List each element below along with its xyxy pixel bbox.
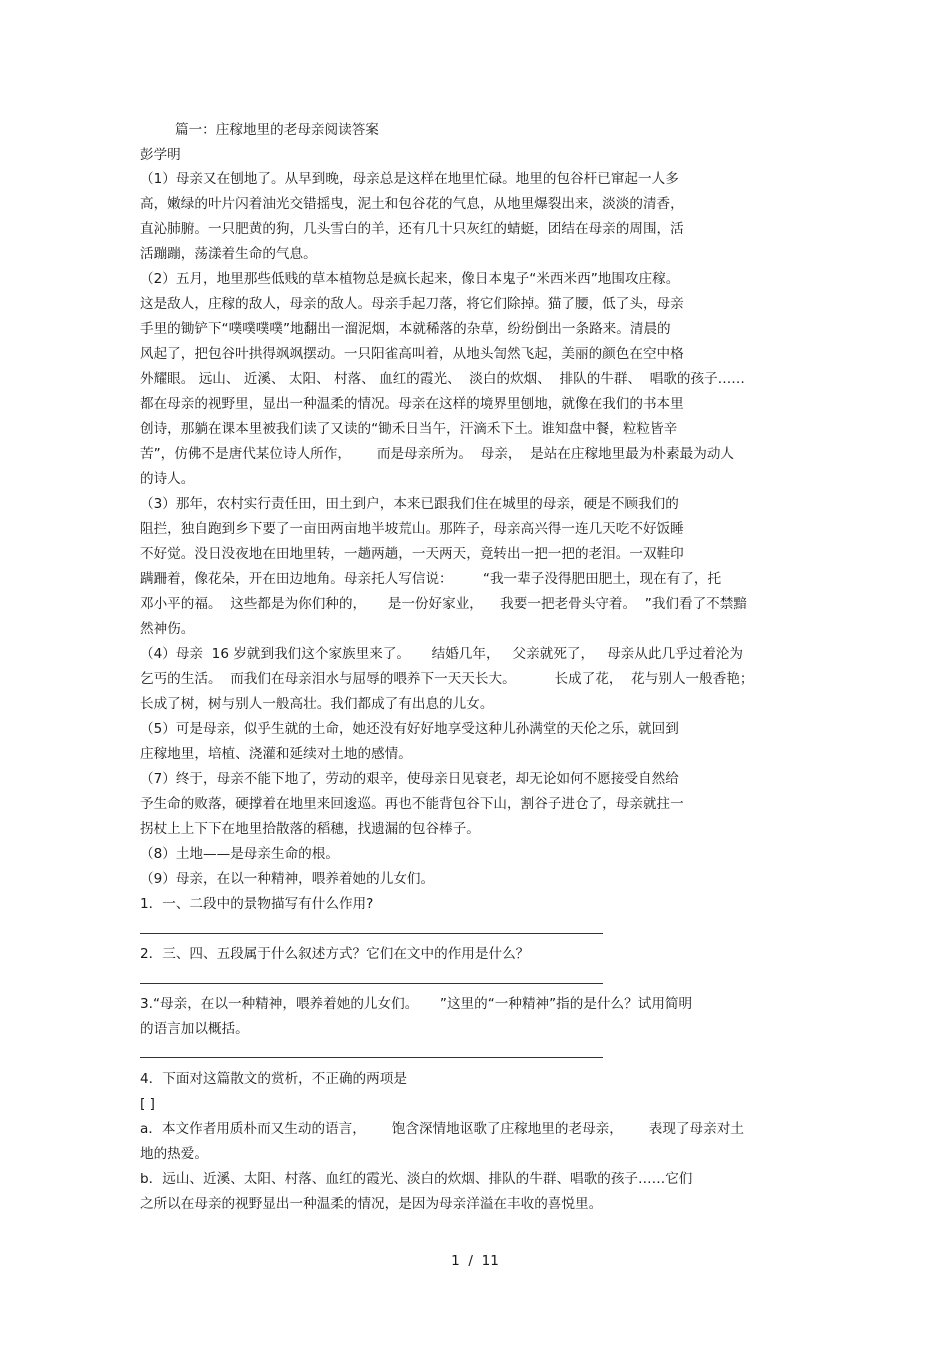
text-line: 这是敌人，庄稼的敌人，母亲的敌人。母亲手起刀落，将它们除掉。猫了腰，低了头，母亲 — [140, 296, 684, 312]
question-3-line-2: 的语言加以概括。 — [140, 1021, 249, 1037]
text-line: 庄稼地里，培植、浇灌和延续对土地的感情。 — [140, 746, 412, 762]
document-title: 篇一：庄稼地里的老母亲阅读答案 — [175, 122, 379, 138]
answer-line — [140, 1057, 603, 1058]
answer-line — [140, 933, 603, 934]
text-line: 直沁肺腑。一只肥黄的狗，几头雪白的羊，还有几十只灰红的蜻蜓，团结在母亲的周围，活 — [140, 221, 684, 237]
text-line: 不好觉。没日没夜地在田地里转，一趟两趟，一天两天，竟转出一把一把的老泪。一双鞋印 — [140, 546, 684, 562]
text-line: 拐杖上上下下在地里拾散落的稻穗，找遗漏的包谷棒子。 — [140, 821, 480, 837]
text-line: 外耀眼。 远山、 近溪、 太阳、 村落、 血红的霞光、 淡白的炊烟、 排队的牛群、 唱歌的孩子…… — [140, 371, 745, 387]
text-line: 风起了，把包谷叶拱得飒飒摆动。一只阳雀高叫着，从地头訇然飞起，美丽的颜色在空中格 — [140, 346, 684, 362]
question-4: 4．下面对这篇散文的赏析，不正确的两项是 — [140, 1071, 407, 1087]
text-line: （7）终于，母亲不能下地了，劳动的艰辛，使母亲日见衰老，却无论如何不愿接受自然给 — [140, 771, 679, 787]
text-line: （2）五月，地里那些低贱的草本植物总是疯长起来，像日本鬼子“米西米西”地围攻庄稼。 — [140, 271, 680, 287]
text-line: 苦”，仿佛不是唐代某位诗人所作， 而是母亲所为。 母亲， 是站在庄稼地里最为朴素最为动人 — [140, 446, 734, 462]
text-line: （4）母亲 16 岁就到我们这个家族里来了。 结婚几年， 父亲就死了， 母亲从此几乎过着沦为 — [140, 646, 744, 662]
text-line: 手里的锄铲下“噗噗噗噗”地翻出一溜泥烟，本就稀落的杂草，纷纷倒出一条路来。清晨的 — [140, 321, 671, 337]
text-line: 然神伤。 — [140, 621, 195, 637]
option-a-line-1: a．本文作者用质朴而又生动的语言， 饱含深情地讴歌了庄稼地里的老母亲， 表现了母亲对土 — [140, 1121, 744, 1137]
option-a-line-2: 地的热爱。 — [140, 1146, 208, 1162]
text-line: （1）母亲又在刨地了。从早到晚，母亲总是这样在地里忙碌。地里的包谷杆已窜起一人多 — [140, 171, 679, 187]
page-number: 1 / 11 — [451, 1253, 499, 1269]
text-line: 乞丐的生活。 而我们在母亲泪水与屈辱的喂养下一天天长大。 长成了花， 花与别人一般香艳； — [140, 671, 754, 687]
text-line: 阻拦，独自跑到乡下要了一亩田两亩地半坡荒山。那阵子，母亲高兴得一连几天吃不好饭睡 — [140, 521, 684, 537]
text-line: 创诗，那躺在课本里被我们读了又读的“锄禾日当午，汗滴禾下土。谁知盘中餐，粒粒皆辛 — [140, 421, 678, 437]
text-line: 邓小平的福。 这些都是为你们种的， 是一份好家业， 我要一把老骨头守着。 ”我们看了不禁黯 — [140, 596, 747, 612]
author-name: 彭学明 — [140, 147, 181, 163]
text-line: 蹒跚着，像花朵，开在田边地角。母亲托人写信说： “我一辈子没得肥田肥土，现在有了，托 — [140, 571, 722, 587]
answer-bracket: [ ] — [140, 1096, 155, 1112]
text-line: 长成了树，树与别人一般高壮。我们都成了有出息的儿女。 — [140, 696, 494, 712]
text-line: 予生命的败落，硬撑着在地里来回逡巡。再也不能背包谷下山，割谷子进仓了，母亲就拄一 — [140, 796, 684, 812]
option-b-line-1: b．远山、近溪、太阳、村落、血红的霞光、淡白的炊烟、排队的牛群、唱歌的孩子……它们 — [140, 1171, 693, 1187]
text-line: 的诗人。 — [140, 471, 195, 487]
text-line: 都在母亲的视野里，显出一种温柔的情况。母亲在这样的境界里刨地，就像在我们的书本里 — [140, 396, 684, 412]
text-line: （5）可是母亲，似乎生就的土命，她还没有好好地享受这种儿孙满堂的天伦之乐，就回到 — [140, 721, 679, 737]
text-line: 高，嫩绿的叶片闪着油光交错摇曳，泥土和包谷花的气息，从地里爆裂出来，淡淡的清香， — [140, 196, 684, 212]
question-3-line-1: 3.“母亲，在以一种精神，喂养着她的儿女们。 ”这里的“一种精神”指的是什么？试用简明 — [140, 996, 693, 1012]
answer-line — [140, 983, 603, 984]
text-line: （3）那年，农村实行责任田，田土到户，本来已跟我们住在城里的母亲，硬是不顾我们的 — [140, 496, 679, 512]
option-b-line-2: 之所以在母亲的视野显出一种温柔的情况，是因为母亲洋溢在丰收的喜悦里。 — [140, 1196, 603, 1212]
paragraph-9: （9）母亲，在以一种精神，喂养着她的儿女们。 — [140, 871, 435, 887]
question-1: 1．一、二段中的景物描写有什么作用? — [140, 896, 374, 912]
text-line: 活蹦蹦，荡漾着生命的气息。 — [140, 246, 317, 262]
question-2: 2．三、四、五段属于什么叙述方式？它们在文中的作用是什么？ — [140, 946, 530, 962]
paragraph-8: （8）土地——是母亲生命的根。 — [140, 846, 339, 862]
